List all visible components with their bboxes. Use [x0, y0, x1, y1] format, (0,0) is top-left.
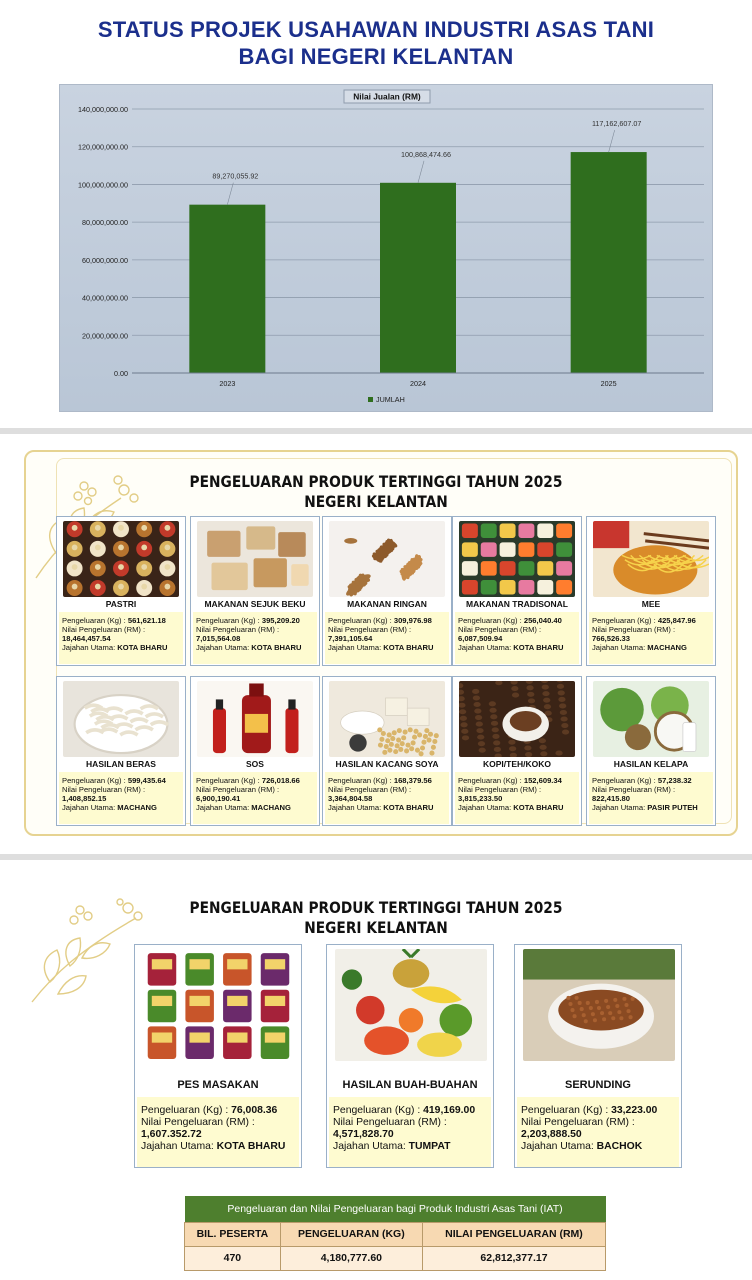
coffee-photo: [459, 681, 575, 757]
product-image: [459, 521, 575, 597]
frozen-food-photo: [197, 521, 313, 597]
label-nilai: Nilai Pengeluaran (RM) :: [458, 625, 542, 634]
y-tick-label: 120,000,000.00: [78, 142, 128, 152]
label-jajahan: Jajahan Utama:: [328, 643, 384, 652]
noodle-photo: [593, 521, 709, 597]
product-name: HASILAN KACANG SOYA: [335, 759, 439, 769]
summary-value-peserta: 470: [185, 1246, 281, 1270]
fruit-photo: [335, 949, 487, 1061]
label-jajahan: Jajahan Utama:: [592, 803, 648, 812]
product-info: [325, 612, 449, 664]
summary-header-peserta: BIL. PESERTA: [185, 1222, 281, 1246]
label-jajahan: Jajahan Utama:: [521, 1141, 597, 1152]
product-rm: 3,364,804.58: [328, 794, 373, 803]
serunding-photo: [523, 949, 675, 1061]
product-jajahan: MACHANG: [647, 643, 687, 652]
product-card: [452, 676, 582, 826]
summary-value-nilai: 62,812,377.17: [422, 1246, 605, 1270]
product-rm: 7,391,105.64: [328, 634, 373, 643]
product-info: [59, 612, 183, 664]
sales-chart-svg: [60, 85, 714, 413]
product-image: [329, 681, 445, 757]
label-pengeluaran: Pengeluaran (Kg) :: [458, 616, 524, 625]
product-jajahan: KOTA BHARU: [513, 643, 564, 652]
x-tick-label: 2023: [219, 379, 236, 388]
product-info: [193, 772, 317, 824]
label-pengeluaran: Pengeluaran (Kg) :: [458, 776, 524, 785]
value-leader-line: [418, 161, 424, 183]
y-tick-label: 100,000,000.00: [78, 180, 128, 190]
legend-label: JUMLAH: [376, 395, 405, 404]
soybean-photo: [329, 681, 445, 757]
section3-title: [53, 898, 700, 938]
product-card: [322, 516, 452, 666]
label-pengeluaran: Pengeluaran (Kg) :: [328, 776, 394, 785]
product-kg: 57,238.32: [657, 776, 692, 785]
value-leader-line: [609, 130, 615, 152]
product-card-large: [326, 944, 494, 1168]
bar-2023: [189, 205, 265, 373]
product-image: [63, 681, 179, 757]
label-pengeluaran: Pengeluaran (Kg) :: [592, 616, 658, 625]
product-info: [193, 612, 317, 664]
section2-title: [53, 472, 700, 512]
label-pengeluaran: Pengeluaran (Kg) :: [328, 616, 394, 625]
label-pengeluaran: Pengeluaran (Kg) :: [62, 616, 128, 625]
product-jajahan: BACHOK: [596, 1141, 643, 1152]
product-rm: 3,815,233.50: [458, 794, 503, 803]
label-nilai: Nilai Pengeluaran (RM) :: [333, 1117, 447, 1128]
product-jajahan: KOTA BHARU: [383, 803, 434, 812]
product-kg: 309,976.98: [393, 616, 432, 625]
product-rm: 1,607.352.72: [141, 1129, 202, 1140]
product-card: [56, 516, 186, 666]
product-info: [137, 1097, 299, 1167]
product-image: [593, 681, 709, 757]
product-kg: 76,008.36: [231, 1105, 278, 1116]
product-name: PES MASAKAN: [177, 1079, 259, 1091]
product-info: [455, 612, 579, 664]
label-jajahan: Jajahan Utama:: [62, 803, 118, 812]
label-jajahan: Jajahan Utama:: [196, 803, 252, 812]
label-nilai: Nilai Pengeluaran (RM) :: [458, 785, 542, 794]
product-info: [455, 772, 579, 824]
label-jajahan: Jajahan Utama:: [141, 1141, 217, 1152]
legend-swatch: [368, 397, 373, 402]
sauce-bottle-photo: [197, 681, 313, 757]
product-kg: 152,609.34: [523, 776, 562, 785]
label-jajahan: Jajahan Utama:: [458, 643, 514, 652]
product-image: [593, 521, 709, 597]
product-name: MAKANAN RINGAN: [347, 599, 427, 609]
product-jajahan: MACHANG: [251, 803, 291, 812]
product-image: [197, 681, 313, 757]
summary-table: [184, 1196, 606, 1271]
x-tick-label: 2024: [410, 379, 426, 388]
product-card: [586, 516, 716, 666]
value-leader-line: [227, 183, 233, 205]
product-rm: 6,900,190.41: [196, 794, 241, 803]
section3-title-line1: PENGELUARAN PRODUK TERTINGGI TAHUN 2025: [189, 898, 563, 917]
bar-2024: [380, 183, 456, 373]
label-jajahan: Jajahan Utama:: [592, 643, 648, 652]
label-pengeluaran: Pengeluaran (Kg) :: [196, 616, 262, 625]
product-image: [459, 681, 575, 757]
product-card-large: [514, 944, 682, 1168]
label-jajahan: Jajahan Utama:: [458, 803, 514, 812]
product-card: [56, 676, 186, 826]
traditional-cake-photo: [459, 521, 575, 597]
product-image: [143, 949, 295, 1061]
label-nilai: Nilai Pengeluaran (RM) :: [328, 625, 412, 634]
product-image: [329, 521, 445, 597]
product-image: [335, 949, 487, 1061]
product-kg: 425,847.96: [657, 616, 696, 625]
product-kg: 561,621.18: [127, 616, 166, 625]
chart-section: [0, 0, 752, 428]
product-card-large: [134, 944, 302, 1168]
x-tick-label: 2025: [600, 379, 617, 388]
label-nilai: Nilai Pengeluaran (RM) :: [592, 785, 676, 794]
product-kg: 168,379.56: [393, 776, 432, 785]
product-jajahan: KOTA BHARU: [117, 643, 168, 652]
snack-photo: [329, 521, 445, 597]
product-name: HASILAN KELAPA: [613, 759, 689, 769]
label-nilai: Nilai Pengeluaran (RM) :: [196, 785, 280, 794]
product-name: MAKANAN TRADISONAL: [466, 599, 568, 609]
section2-title-line2: NEGERI KELANTAN: [304, 492, 448, 511]
product-kg: 599,435.64: [127, 776, 166, 785]
product-info: [517, 1097, 679, 1167]
product-name: SOS: [246, 759, 264, 769]
page-title: [0, 16, 752, 70]
y-tick-label: 0.00: [114, 369, 128, 378]
product-name: MAKANAN SEJUK BEKU: [204, 599, 306, 609]
product-rm: 766,526.33: [592, 634, 631, 643]
summary-header-pengeluaran: PENGELUARAN (KG): [280, 1222, 422, 1246]
product-kg: 726,018.66: [261, 776, 300, 785]
product-info: [589, 772, 713, 824]
product-jajahan: MACHANG: [117, 803, 157, 812]
label-nilai: Nilai Pengeluaran (RM) :: [62, 625, 146, 634]
y-tick-label: 140,000,000.00: [78, 105, 128, 114]
product-jajahan: PASIR PUTEH: [647, 803, 698, 812]
product-info: [59, 772, 183, 824]
y-tick-label: 20,000,000.00: [82, 331, 128, 341]
product-rm: 4,571,828.70: [333, 1129, 394, 1140]
page-title-line2: BAGI NEGERI KELANTAN: [238, 44, 514, 69]
product-card: [190, 516, 320, 666]
section2-title-line1: PENGELUARAN PRODUK TERTINGGI TAHUN 2025: [189, 472, 563, 491]
product-jajahan: KOTA BHARU: [216, 1141, 286, 1152]
product-info: [325, 772, 449, 824]
coconut-photo: [593, 681, 709, 757]
summary-table-caption: Pengeluaran dan Nilai Pengeluaran bagi Produk Industri Asas Tani (IAT): [185, 1196, 606, 1222]
product-kg: 256,040.40: [523, 616, 562, 625]
paste-packs-photo: [143, 949, 295, 1061]
summary-header-nilai: NILAI PENGELUARAN (RM): [422, 1222, 605, 1246]
bar-value-label: 100,868,474.66: [401, 149, 451, 159]
y-tick-label: 40,000,000.00: [82, 293, 128, 303]
product-image: [523, 949, 675, 1061]
label-nilai: Nilai Pengeluaran (RM) :: [592, 625, 676, 634]
label-jajahan: Jajahan Utama:: [333, 1141, 409, 1152]
product-name: SERUNDING: [564, 1079, 631, 1091]
product-card: [322, 676, 452, 826]
product-jajahan: KOTA BHARU: [513, 803, 564, 812]
product-rm: 2,203,888.50: [521, 1129, 582, 1140]
label-pengeluaran: Pengeluaran (Kg) :: [333, 1105, 424, 1116]
summary-value-pengeluaran: 4,180,777.60: [280, 1246, 422, 1270]
y-tick-label: 80,000,000.00: [82, 218, 128, 228]
product-card: [190, 676, 320, 826]
product-section-2025: [0, 434, 752, 854]
bar-2025: [571, 152, 647, 373]
product-kg: 419,169.00: [423, 1105, 476, 1116]
product-name: MEE: [641, 599, 661, 609]
label-nilai: Nilai Pengeluaran (RM) :: [196, 625, 280, 634]
sales-chart: [59, 84, 713, 412]
product-rm: 822,415.80: [592, 794, 631, 803]
product-rm: 6,087,509.94: [458, 634, 503, 643]
bar-value-label: 117,162,607.07: [591, 119, 642, 129]
label-pengeluaran: Pengeluaran (Kg) :: [196, 776, 262, 785]
label-nilai: Nilai Pengeluaran (RM) :: [62, 785, 146, 794]
page-title-line1: STATUS PROJEK USAHAWAN INDUSTRI ASAS TANI: [97, 17, 655, 42]
product-name: PASTRI: [105, 599, 137, 609]
product-kg: 395,209.20: [261, 616, 300, 625]
product-rm: 1,408,852.15: [62, 794, 107, 803]
product-rm: 7,015,564.08: [196, 634, 241, 643]
label-pengeluaran: Pengeluaran (Kg) :: [521, 1105, 612, 1116]
rice-noodle-photo: [63, 681, 179, 757]
chart-title: Nilai Jualan (RM): [353, 91, 421, 102]
label-pengeluaran: Pengeluaran (Kg) :: [592, 776, 658, 785]
label-nilai: Nilai Pengeluaran (RM) :: [141, 1117, 255, 1128]
product-image: [197, 521, 313, 597]
product-jajahan: KOTA BHARU: [383, 643, 434, 652]
label-jajahan: Jajahan Utama:: [62, 643, 118, 652]
bar-value-label: 89,270,055.92: [212, 171, 259, 181]
label-pengeluaran: Pengeluaran (Kg) :: [62, 776, 128, 785]
product-kg: 33,223.00: [611, 1105, 658, 1116]
product-info: [329, 1097, 491, 1167]
product-image: [63, 521, 179, 597]
y-tick-label: 60,000,000.00: [82, 255, 128, 265]
section3-title-line2: NEGERI KELANTAN: [304, 918, 448, 937]
label-nilai: Nilai Pengeluaran (RM) :: [521, 1117, 635, 1128]
product-jajahan: TUMPAT: [408, 1141, 451, 1152]
pastry-photo: [63, 521, 179, 597]
product-name: HASILAN BUAH-BUAHAN: [342, 1079, 478, 1091]
label-pengeluaran: Pengeluaran (Kg) :: [141, 1105, 232, 1116]
product-name: HASILAN BERAS: [86, 759, 156, 769]
product-info: [589, 612, 713, 664]
product-name: KOPI/TEH/KOKO: [482, 759, 551, 769]
product-jajahan: KOTA BHARU: [251, 643, 302, 652]
product-card: [452, 516, 582, 666]
product-rm: 18,464,457.54: [62, 634, 111, 643]
label-nilai: Nilai Pengeluaran (RM) :: [328, 785, 412, 794]
product-card: [586, 676, 716, 826]
label-jajahan: Jajahan Utama:: [196, 643, 252, 652]
label-jajahan: Jajahan Utama:: [328, 803, 384, 812]
